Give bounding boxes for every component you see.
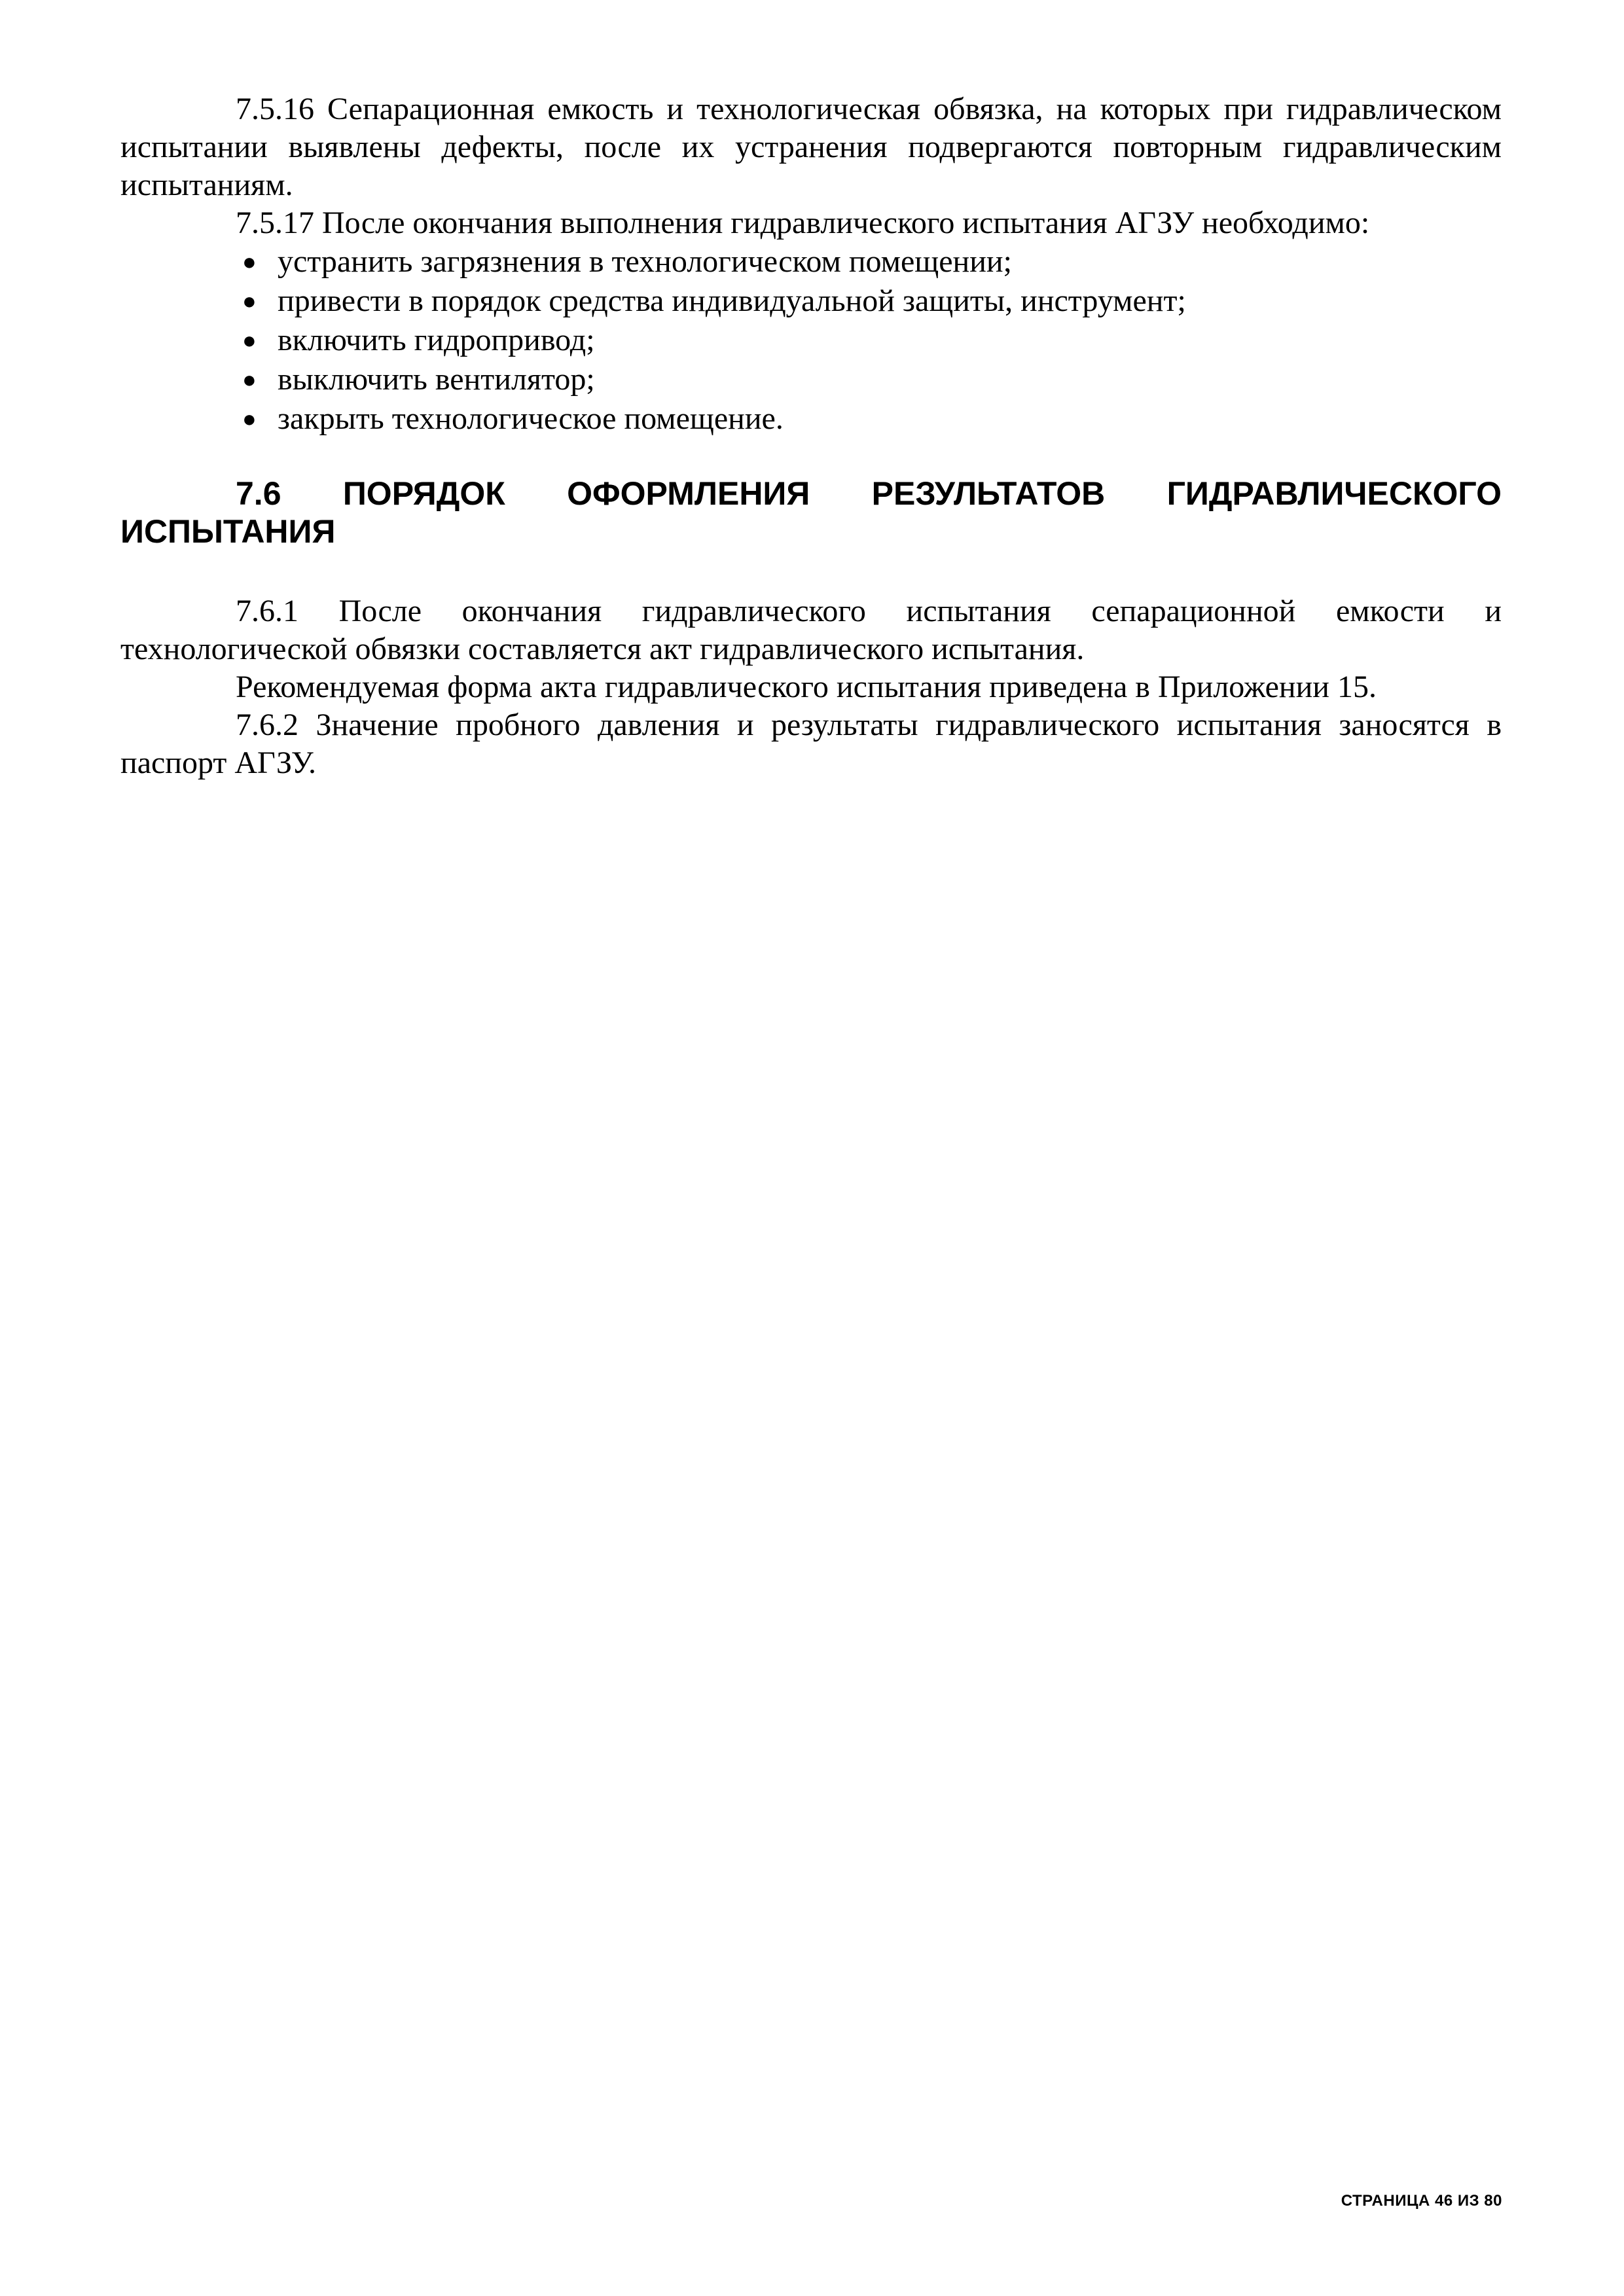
list-item (120, 321, 1502, 360)
section-number: 7.6 (236, 475, 281, 512)
list-item (120, 281, 1502, 321)
bullet-list (120, 242, 1502, 439)
bullet-icon: ● (242, 288, 257, 314)
bullet-icon: ● (242, 406, 257, 432)
list-item-text: выключить вентилятор; (278, 362, 595, 397)
paragraph-7-5-17: 7.5.17 После окончания выполнения гидравлического испытания АГЗУ необходимо: (236, 206, 1370, 240)
list-item-text: привести в порядок средства индивидуальной защиты, инструмент; (278, 283, 1186, 318)
paragraph-7-6-2: 7.6.2 Значение пробного давления и результаты гидравлического испытания заносятся в паспорт АГЗУ. (120, 708, 1502, 780)
bullet-icon: ● (242, 367, 257, 393)
list-item (120, 242, 1502, 281)
bullet-icon: ● (242, 327, 257, 353)
paragraph-7-6-1: 7.6.1 После окончания гидравлического испытания сепарационной емкости и технологической обвязки составляется акт гидравлического испытания. (120, 594, 1502, 666)
page-number-footer: СТРАНИЦА 46 ИЗ 80 (1341, 2192, 1502, 2210)
list-item (120, 360, 1502, 399)
list-item-text: закрыть технологическое помещение. (278, 401, 784, 436)
section-heading-7-6 (120, 475, 1502, 550)
paragraph-appendix-reference: Рекомендуемая форма акта гидравлического испытания приведена в Приложении 15. (236, 670, 1377, 704)
paragraph-7-5-16: 7.5.16 Сепарационная емкость и технологическая обвязка, на которых при гидравлическом испытании выявлены дефекты, после их устранения подвергаются повторным гидравлическим испытаниям. (120, 92, 1502, 202)
section-title: ПОРЯДОК ОФОРМЛЕНИЯ РЕЗУЛЬТАТОВ ГИДРАВЛИЧЕСКОГО ИСПЫТАНИЯ (120, 475, 1502, 550)
page-body (120, 90, 1502, 782)
list-item-text: включить гидропривод; (278, 323, 595, 357)
list-item-text: устранить загрязнения в технологическом помещении; (278, 244, 1012, 279)
bullet-icon: ● (242, 249, 257, 275)
list-item (120, 399, 1502, 439)
